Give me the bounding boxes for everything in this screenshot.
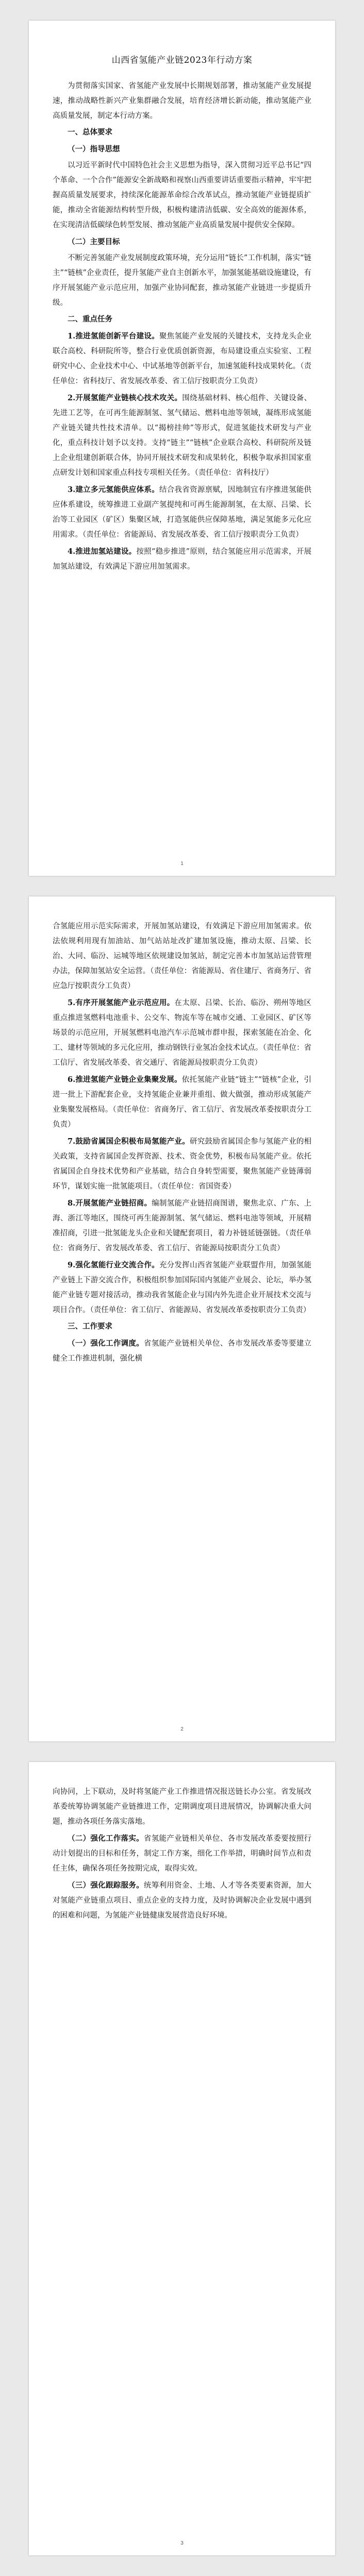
task-paragraph: 1.推进氢能创新平台建设。聚焦氢能产业发展的关键技术，支持龙头企业联合高校、科研院所等，整合行业优质创新资源，布局建设重点实验室、工程研究中心、企业技术中心、中试基地等创新平台，加速氢能科技成果转化。（责任单位：省科技厅、省发展改革委、省工信厅按职责分工负责）: [53, 332, 311, 385]
paragraph: 合氢能应用示范实际需求，开展加氢站建设，有效满足下游应用加氢需求。依法依规利用现有加油站、加气站站址改扩建加氢设施，推动太原、吕梁、长治、大同、临汾、运城等地区依规建设加氢站，制定完善本市加氢站运营管理办法，保障加氢站安全运营。（责任单位：省能源局、省住建厅、省商务厅、省应急厅按职责分工负责）: [53, 922, 311, 990]
paragraph: 为贯彻落实国家、省氢能产业发展中长期规划部署，推动氢能产业发展提速，推动战略性新兴产业集群融合发展，培育经济增长新动能，推动氢能产业高质量发展，制定本行动方案。: [53, 82, 311, 120]
task-paragraph: 2.开展氢能产业链核心技术攻关。围绕基础材料、核心组件、关键设备、先进工艺等，在可再生能源制氢、氢气储运、燃料电池等领域，凝练形成氢能产业链关键共性技术清单。以“揭榜挂帅”等形式，促进氢能技术研发与产业化，重点科技计划予以支持。支持“链主”“链核”企业联合高校、科研院所及链上企业组建创新联合体，协同开展技术研发和成果转化，积极争取承担国家重点研发计划和国家重点科技专项相关任务。（责任单位：省科技厅）: [53, 394, 312, 477]
section-heading: 一、总体要求: [68, 128, 112, 137]
section-heading: 二、重点任务: [68, 315, 112, 324]
document-page-3: [29, 1762, 335, 2555]
task-paragraph: 6.推进氢能产业链企业集聚发展。依托氢能产业链“链主”“链核”企业，引进一批上下游配套企业，支持氢能企业兼并重组、做大做强，推动形成氢能产业集聚发展格局。（责任单位：省商务厅、省工信厅、省发展改革委按职责分工负责）: [53, 1075, 311, 1129]
section-heading: 三、工作要求: [68, 1323, 112, 1331]
document-title: 山西省氢能产业链2023年行动方案: [111, 55, 253, 65]
requirement-paragraph: （一）强化工作调度。省氢能产业链相关单位、各市发展改革委等要建立健全工作推进机制，强化横: [53, 1339, 312, 1363]
document-page-1: [29, 21, 335, 876]
document-page-2: [29, 896, 335, 1741]
paragraph: 以习近平新时代中国特色社会主义思想为指导，深入贯彻习近平总书记“四个革命、一个合作”能源安全新战略和视察山西重要讲话重要指示精神，牢牢把握高质量发展要求，持续深化能源革命综合改革试点，推动氢能产业链提质扩能，推动全省能源结构转型升级，积极构建清洁低碳、安全高效的能源体系，在实现清洁低碳绿色转型发展、推动氢能产业高质量发展中提供安全保障。: [53, 161, 311, 229]
subsection-heading: （二）主要目标: [68, 238, 120, 246]
page-number: 1: [180, 861, 184, 867]
page-number: 2: [180, 1726, 184, 1732]
paragraph: 向协同，上下联动，及时将氢能产业工作推进情况报送链长办公室。省发展改革委统筹协调氢能产业链推进工作，定期调度项目进展情况，协调解决重大问题，推动各项任务落实落地。: [53, 1788, 311, 1826]
task-paragraph: 4.推进加氢站建设。按照“稳步推进”原则，结合氢能应用示范需求，开展加氢站建设，有效满足下游应用加氢需求。: [53, 547, 312, 571]
task-paragraph: 7.鼓励省属国企积极布局氢能产业。研究鼓励省属国企参与氢能产业的相关政策，支持省属国企发挥资源、技术、资金优势，积极布局氢能产业。依托省属国企自身技术优势和产业基础，结合自身转型需要，聚焦氢能产业链薄弱环节，谋划实施一批氢能项目。（责任单位：省国资委）: [53, 1137, 311, 1191]
paragraph: 不断完善氢能产业发展制度政策环境，充分运用“链长”工作机制，落实“链主”“链核”企业责任，提升氢能产业自主创新水平，加强氢能基础设施建设，有序开展氢能产业示范应用，加强产业协同配套，推动氢能产业链进一步提质升级。: [53, 254, 311, 307]
subsection-heading: （一）指导思想: [68, 145, 120, 154]
requirement-paragraph: （二）强化工作落实。省氢能产业链相关单位、各市发展改革委要按照行动计划提出的目标和任务，制定工作方案，细化工作举措，明确时间节点和责任主体，确保各项任务按期完成，取得实效。: [53, 1834, 312, 1873]
requirement-paragraph: （三）强化跟踪服务。统筹利用资金、土地、人才等各类要素资源，加大对氢能产业链重点项目、重点企业的支持力度，及时协调解决企业发展中遇到的困难和问题，为氢能产业链健康发展营造良好环境。: [53, 1881, 312, 1920]
task-paragraph: 8.开展氢能产业链招商。编制氢能产业链招商图谱，聚焦北京、广东、上海、浙江等地区，围绕可再生能源制氢、氢气储运、燃料电池等领域，开展精准招商，引进一批氢能龙头企业和关键配套项目，着力补链延链强链。（责任单位：省商务厅、省发展改革委、省工信厅、省能源局按职责分工负责）: [53, 1199, 312, 1252]
task-paragraph: 5.有序开展氢能产业示范应用。在太原、吕梁、长治、临汾、朔州等地区重点推进氢燃料电池重卡、公交车、物流车等在城市交通、工业园区、矿区等场景的示范应用，开展氢燃料电池汽车示范城市群申报，探索氢能在冶金、化工、建材等领域的多元化应用，推动钢铁行业氢冶金技术试点。（责任单位：省工信厅、省发展改革委、省交通厅、省能源局按职责分工负责）: [53, 998, 312, 1067]
page-number: 3: [180, 2540, 184, 2546]
task-paragraph: 3.建立多元氢能供应体系。结合我省资源禀赋，因地制宜有序推进氢能供应体系建设，统筹推进工业副产氢提纯和可再生能源制氢，在太原、吕梁、长治等工业园区（矿区）集聚区域，打造氢能供应保障基地，满足氢能多元化应用需求。（责任单位：省能源局、省发展改革委、省工信厅按职责分工负责）: [53, 485, 311, 539]
task-paragraph: 9.强化氢能行业交流合作。充分发挥山西省氢能产业联盟作用，加强氢能产业链上下游交流合作，积极组织参加国际国内氢能产业展会、论坛，举办氢能产业链专题对接活动，推动我省氢能企业与国内外先进企业开展技术交流与项目合作。（责任单位：省工信厅、省能源局、省发展改革委按职责分工负责）: [53, 1261, 311, 1314]
